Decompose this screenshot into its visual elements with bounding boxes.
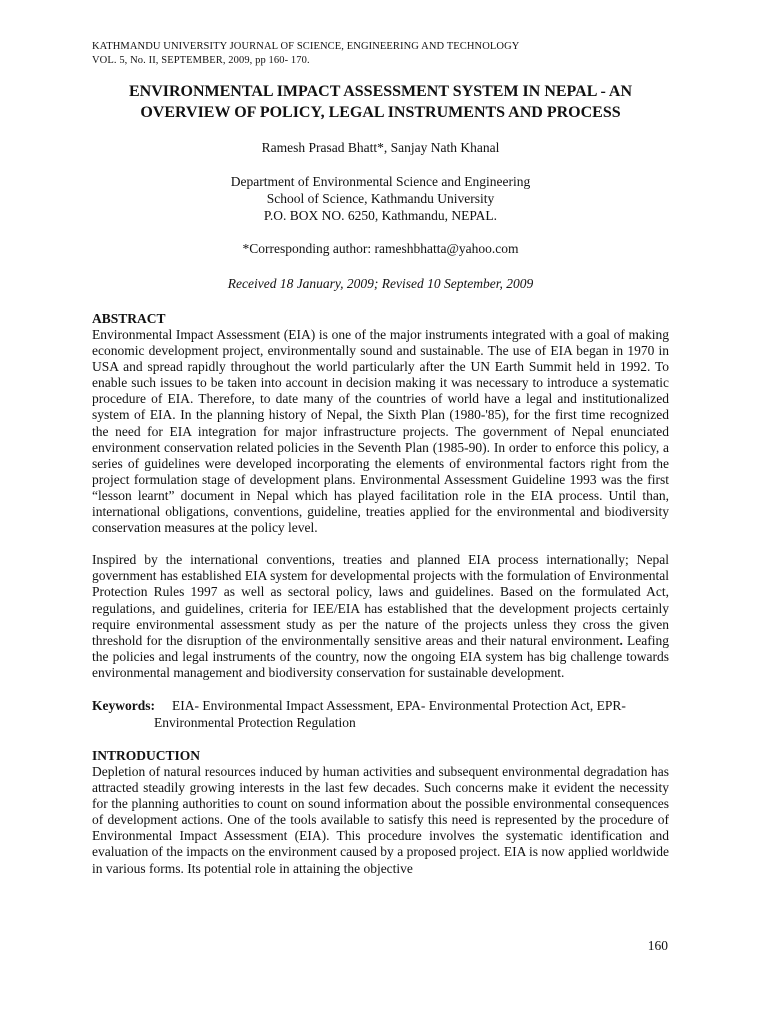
affiliation (92, 173, 669, 224)
paper-page (92, 40, 669, 877)
abstract-paragraph-1: Environmental Impact Assessment (EIA) is one of the major instruments integrated with a goal of making economic development project, environmentally sound and sustainable. The use of EIA began in 1970 in USA and spread rapidly throughout the world particularly after the UN Earth Summit held in 1992. To enable such issues to be taken into account in decision making it was necessary to introduce a systematic procedure of EIA. Therefore, to date many of the countries of world have a legal and institutionalized system of EIA. In the planning history of Nepal, the Sixth Plan (1980-'85), for the first time recognized the need for EIA integration for major infrastructure projects. The government of Nepal enunciated environment conservation related policies in the Seventh Plan (1985-90). In order to enforce this policy, a series of guidelines were developed incorporating the elements of environmental factors right from the project formulation stage of development plans. Environmental Assessment Guideline 1993 was the first “lesson learnt” document in Nepal which has played facilitation role in the EIA process. Until than, international obligations, conventions, guideline, treaties applied for the environmental and biodiversity conservation measures at the policy level. (92, 327, 669, 536)
abstract-heading: ABSTRACT (92, 311, 166, 326)
author-list: Ramesh Prasad Bhatt*, Sanjay Nath Khanal (261, 140, 500, 155)
title-line-1: ENVIRONMENTAL IMPACT ASSESSMENT SYSTEM IN NEPAL - AN (128, 83, 633, 100)
keywords-line-1: EIA- Environmental Impact Assessment, EPA- Environmental Protection Act, EPR- (172, 697, 626, 713)
keywords-label: Keywords: (92, 697, 155, 713)
journal-header (92, 40, 669, 68)
paper-title (92, 81, 669, 123)
journal-volume: VOL. 5, No. II, SEPTEMBER, 2009, pp 160- 170. (92, 55, 310, 66)
received-dates: Received 18 January, 2009; Revised 10 September, 2009 (227, 276, 534, 291)
abstract-paragraph-2-bold: . (619, 632, 623, 648)
introduction-paragraph-1: Depletion of natural resources induced by human activities and subsequent environmental degradation has attracted steadily growing interests in the last few decades. Such concerns make it evident the necessity for the planning authorities to count on sound information about the possible environmental consequences of development actions. One of the tools available to satisfy this need is represented by the procedure of Environmental Impact Assessment (EIA). This procedure involves the systematic identification and evaluation of the impacts on the environment caused by a proposed project. EIA is now applied worldwide in various forms. Its potential role in attaining the objective (92, 763, 669, 876)
corresponding-author: *Corresponding author: rameshbhatta@yahoo.com (242, 241, 519, 256)
page-number: 160 (647, 938, 668, 953)
affiliation-department: Department of Environmental Science and Engineering (230, 174, 531, 189)
abstract-paragraph-2 (92, 552, 669, 681)
abstract-paragraph-2-text-b: Leafing the policies and legal instruments of the country, now the ongoing EIA system has big challenge towards environmental management and biodiversity conservation for sustainable development. (92, 632, 669, 680)
title-line-2: OVERVIEW OF POLICY, LEGAL INSTRUMENTS AND PROCESS (140, 104, 621, 121)
affiliation-address: P.O. BOX NO. 6250, Kathmandu, NEPAL. (263, 208, 498, 223)
affiliation-school: School of Science, Kathmandu University (266, 191, 495, 206)
abstract-paragraph-2-text-a: Inspired by the international conventions, treaties and planned EIA process internationally; Nepal government has established EIA system for developmental projects with the formulation of Environmental Protection Rules 1997 as well as sectoral policy, laws and guidelines. Based on the formulated Act, regulations, and guidelines, criteria for IEE/EIA has established that the development projects certainly require environmental assessment study as per the nature of the projects unless they cross the given threshold for the disruption of the environmentally sensitive areas and their natural environment (92, 552, 669, 648)
keywords-row (92, 697, 669, 714)
keywords-line-2: Environmental Protection Regulation (154, 714, 356, 730)
introduction-heading: INTRODUCTION (92, 747, 201, 763)
journal-name: KATHMANDU UNIVERSITY JOURNAL OF SCIENCE, ENGINEERING AND TECHNOLOGY (92, 41, 520, 52)
